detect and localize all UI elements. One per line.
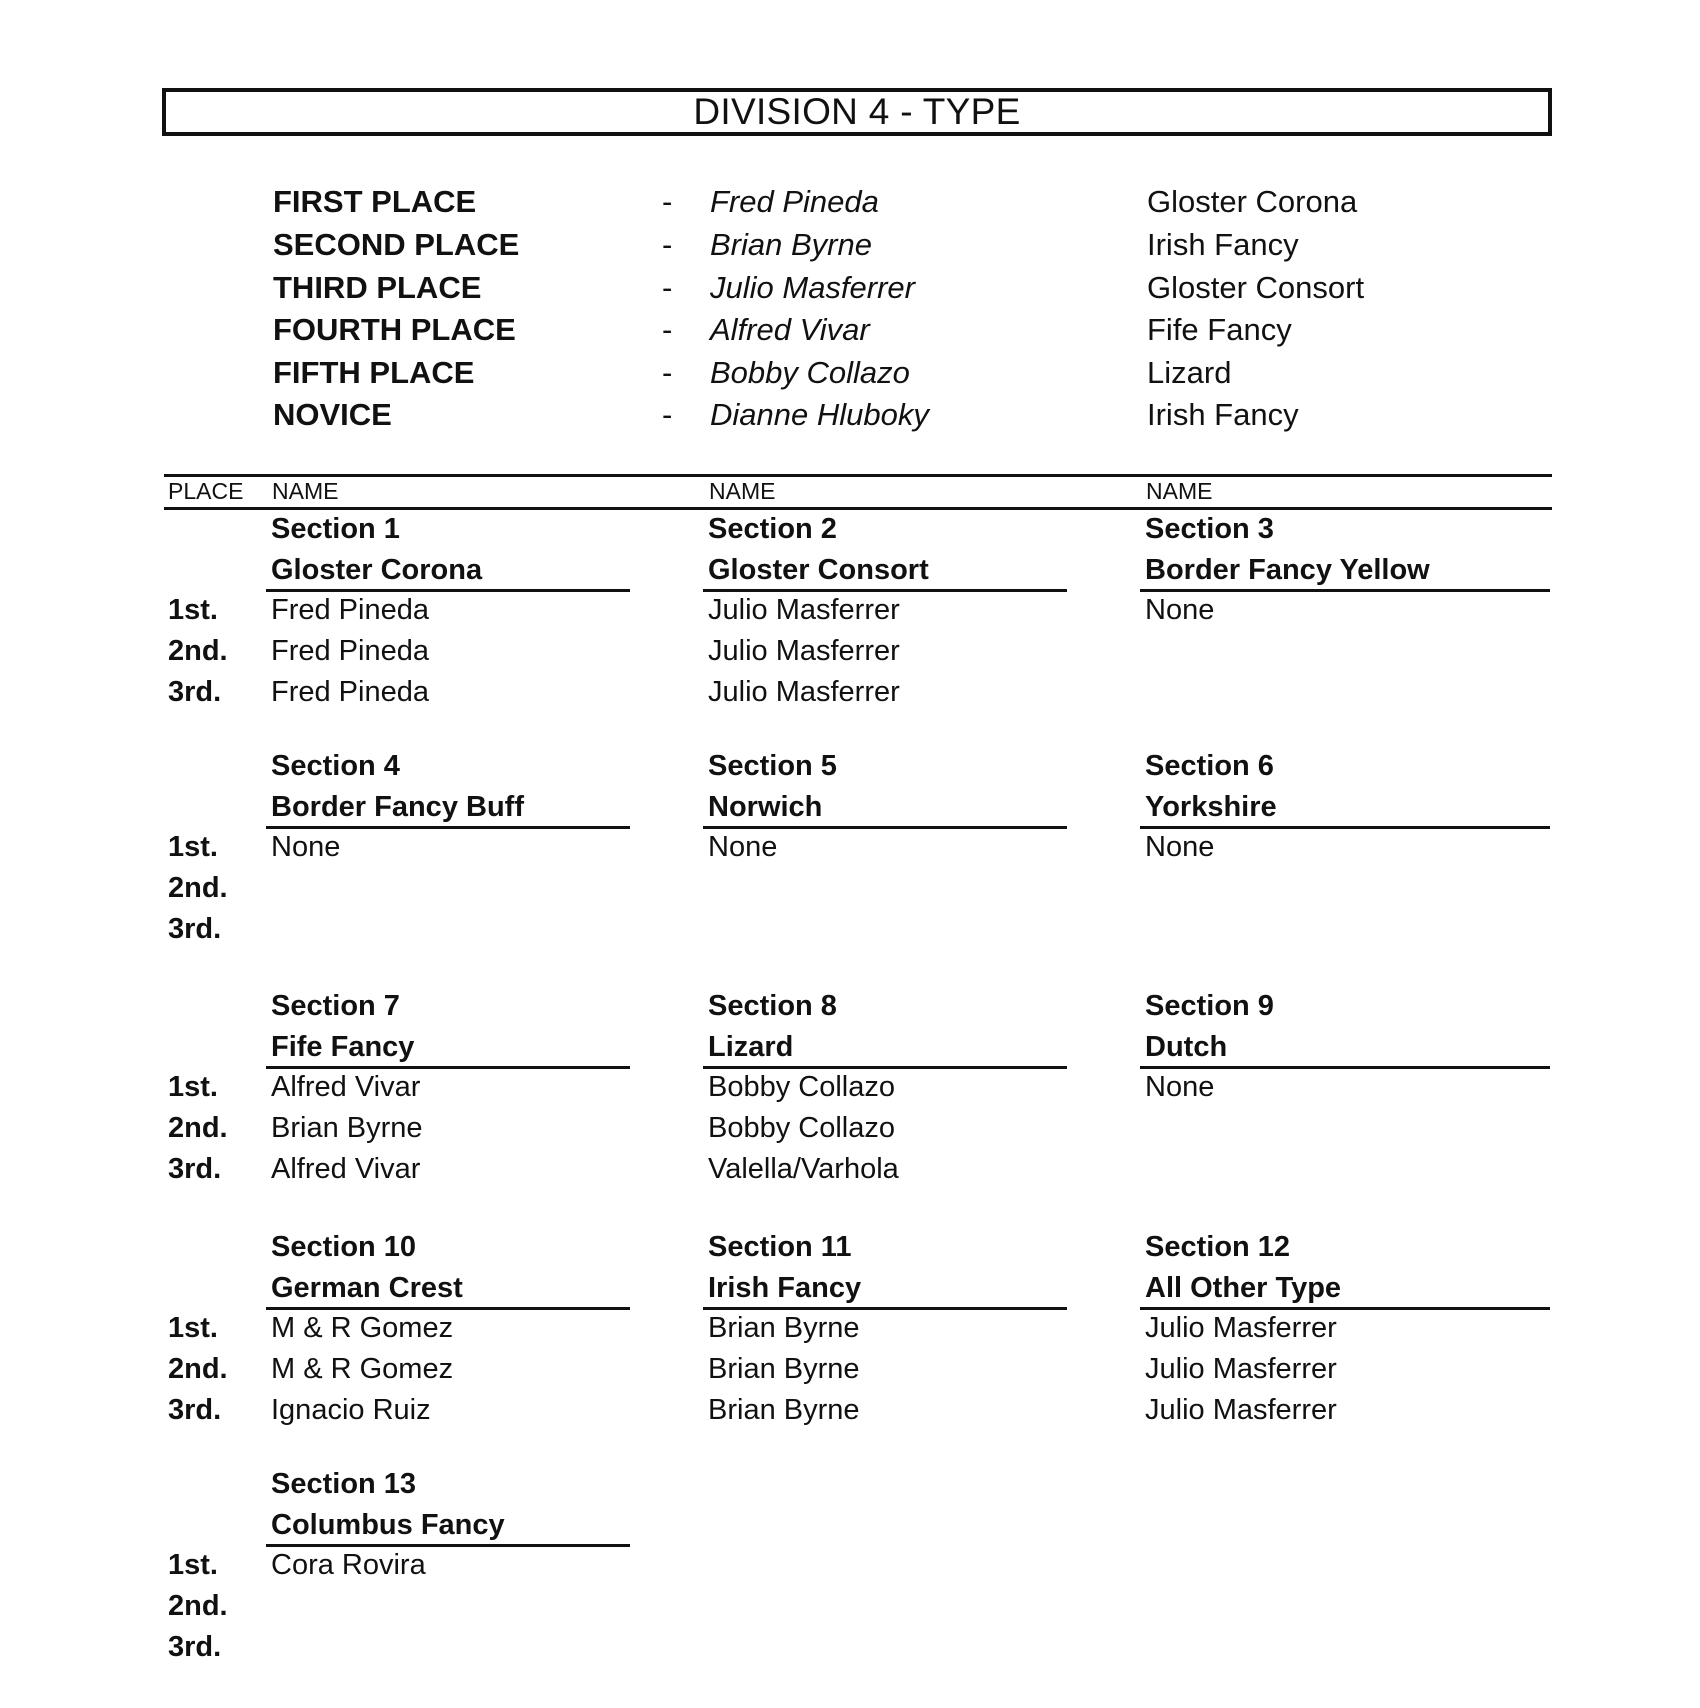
section-underline [1140, 826, 1550, 829]
place-label: 1st. [168, 831, 218, 863]
section-entry: Fred Pineda [271, 676, 429, 708]
section-underline [266, 1066, 630, 1069]
place-label: 3rd. [168, 1631, 222, 1663]
summary-dash: - [662, 397, 673, 432]
summary-winner-name: Dianne Hluboky [710, 397, 929, 432]
section-title: Section 7 [271, 990, 400, 1022]
summary-place-label: SECOND PLACE [273, 227, 520, 262]
section-underline [1140, 1066, 1550, 1069]
section-breed: Irish Fancy [708, 1272, 862, 1304]
section-entry: M & R Gomez [271, 1353, 454, 1385]
summary-row [0, 397, 1700, 439]
place-label: 2nd. [168, 1353, 228, 1385]
summary-dash: - [662, 227, 673, 262]
section-entry: Fred Pineda [271, 594, 429, 626]
section-breed: Columbus Fancy [271, 1509, 505, 1541]
column-header-name-1: NAME [272, 478, 339, 504]
section-underline [1140, 589, 1550, 592]
section-entry: Julio Masferrer [1145, 1394, 1337, 1426]
section-entry: None [1145, 831, 1215, 863]
summary-row [0, 355, 1700, 397]
summary-dash: - [662, 184, 673, 219]
section-breed: Yorkshire [1145, 791, 1277, 823]
section-underline [703, 589, 1067, 592]
summary-dash: - [662, 312, 673, 347]
section-entry: Fred Pineda [271, 635, 429, 667]
section-entry: Julio Masferrer [1145, 1312, 1337, 1344]
place-label: 3rd. [168, 913, 222, 945]
section-entry: None [1145, 594, 1215, 626]
section-entry: Alfred Vivar [271, 1071, 421, 1103]
section-entry: Ignacio Ruiz [271, 1394, 431, 1426]
section-title: Section 2 [708, 513, 837, 545]
section-title: Section 4 [271, 750, 400, 782]
section-breed: Norwich [708, 791, 823, 823]
section-entry: Alfred Vivar [271, 1153, 421, 1185]
section-breed: Gloster Consort [708, 554, 929, 586]
section-entry: Brian Byrne [708, 1312, 860, 1344]
section-entry: M & R Gomez [271, 1312, 454, 1344]
place-label: 1st. [168, 1549, 218, 1581]
section-entry: Valella/Varhola [708, 1153, 899, 1185]
section-title: Section 1 [271, 513, 400, 545]
summary-breed: Gloster Corona [1147, 184, 1358, 219]
section-title: Section 8 [708, 990, 837, 1022]
summary-row [0, 312, 1700, 354]
place-label: 1st. [168, 1312, 218, 1344]
summary-place-label: FOURTH PLACE [273, 312, 516, 347]
place-label: 1st. [168, 594, 218, 626]
division-title: DIVISION 4 - TYPE [162, 88, 1552, 136]
summary-place-label: FIFTH PLACE [273, 355, 475, 390]
section-title: Section 13 [271, 1468, 417, 1500]
section-breed: Fife Fancy [271, 1031, 415, 1063]
column-header-place: PLACE [168, 478, 244, 504]
section-title: Section 6 [1145, 750, 1274, 782]
section-breed: German Crest [271, 1272, 463, 1304]
section-entry: Julio Masferrer [708, 594, 900, 626]
section-breed: All Other Type [1145, 1272, 1342, 1304]
table-top-rule [164, 474, 1552, 477]
section-underline [703, 826, 1067, 829]
section-breed: Dutch [1145, 1031, 1228, 1063]
summary-winner-name: Brian Byrne [710, 227, 872, 262]
summary-winner-name: Fred Pineda [710, 184, 879, 219]
section-entry: Brian Byrne [708, 1394, 860, 1426]
section-title: Section 9 [1145, 990, 1274, 1022]
summary-dash: - [662, 355, 673, 390]
section-entry: Bobby Collazo [708, 1112, 895, 1144]
section-title: Section 3 [1145, 513, 1274, 545]
section-underline [703, 1307, 1067, 1310]
section-breed: Border Fancy Buff [271, 791, 524, 823]
place-label: 1st. [168, 1071, 218, 1103]
section-title: Section 12 [1145, 1231, 1291, 1263]
place-label: 2nd. [168, 872, 228, 904]
column-header-name-3: NAME [1146, 478, 1213, 504]
summary-place-label: THIRD PLACE [273, 270, 482, 305]
summary-breed: Irish Fancy [1147, 397, 1299, 432]
section-entry: None [271, 831, 341, 863]
section-entry: Bobby Collazo [708, 1071, 895, 1103]
section-underline [266, 1544, 630, 1547]
table-header-rule [164, 507, 1552, 510]
section-underline [266, 826, 630, 829]
section-entry: Brian Byrne [708, 1353, 860, 1385]
section-breed: Gloster Corona [271, 554, 483, 586]
section-entry: Julio Masferrer [708, 676, 900, 708]
section-breed: Border Fancy Yellow [1145, 554, 1430, 586]
section-underline [703, 1066, 1067, 1069]
summary-breed: Lizard [1147, 355, 1232, 390]
summary-row [0, 270, 1700, 312]
section-title: Section 10 [271, 1231, 417, 1263]
section-underline [266, 1307, 630, 1310]
section-entry: Julio Masferrer [708, 635, 900, 667]
place-label: 3rd. [168, 676, 222, 708]
section-entry: None [708, 831, 778, 863]
summary-place-label: NOVICE [273, 397, 392, 432]
summary-place-label: FIRST PLACE [273, 184, 477, 219]
section-title: Section 11 [708, 1231, 852, 1263]
summary-winner-name: Bobby Collazo [710, 355, 910, 390]
summary-breed: Gloster Consort [1147, 270, 1365, 305]
summary-winner-name: Alfred Vivar [710, 312, 870, 347]
summary-row [0, 184, 1700, 226]
section-title: Section 5 [708, 750, 837, 782]
place-label: 3rd. [168, 1394, 222, 1426]
section-underline [266, 589, 630, 592]
place-label: 2nd. [168, 1590, 228, 1622]
summary-row [0, 227, 1700, 269]
summary-winner-name: Julio Masferrer [710, 270, 915, 305]
summary-breed: Irish Fancy [1147, 227, 1299, 262]
section-breed: Lizard [708, 1031, 794, 1063]
place-label: 2nd. [168, 635, 228, 667]
section-entry: Julio Masferrer [1145, 1353, 1337, 1385]
column-header-name-2: NAME [709, 478, 776, 504]
section-underline [1140, 1307, 1550, 1310]
place-label: 2nd. [168, 1112, 228, 1144]
section-entry: Cora Rovira [271, 1549, 426, 1581]
place-label: 3rd. [168, 1153, 222, 1185]
summary-breed: Fife Fancy [1147, 312, 1292, 347]
section-entry: Brian Byrne [271, 1112, 423, 1144]
summary-dash: - [662, 270, 673, 305]
section-entry: None [1145, 1071, 1215, 1103]
